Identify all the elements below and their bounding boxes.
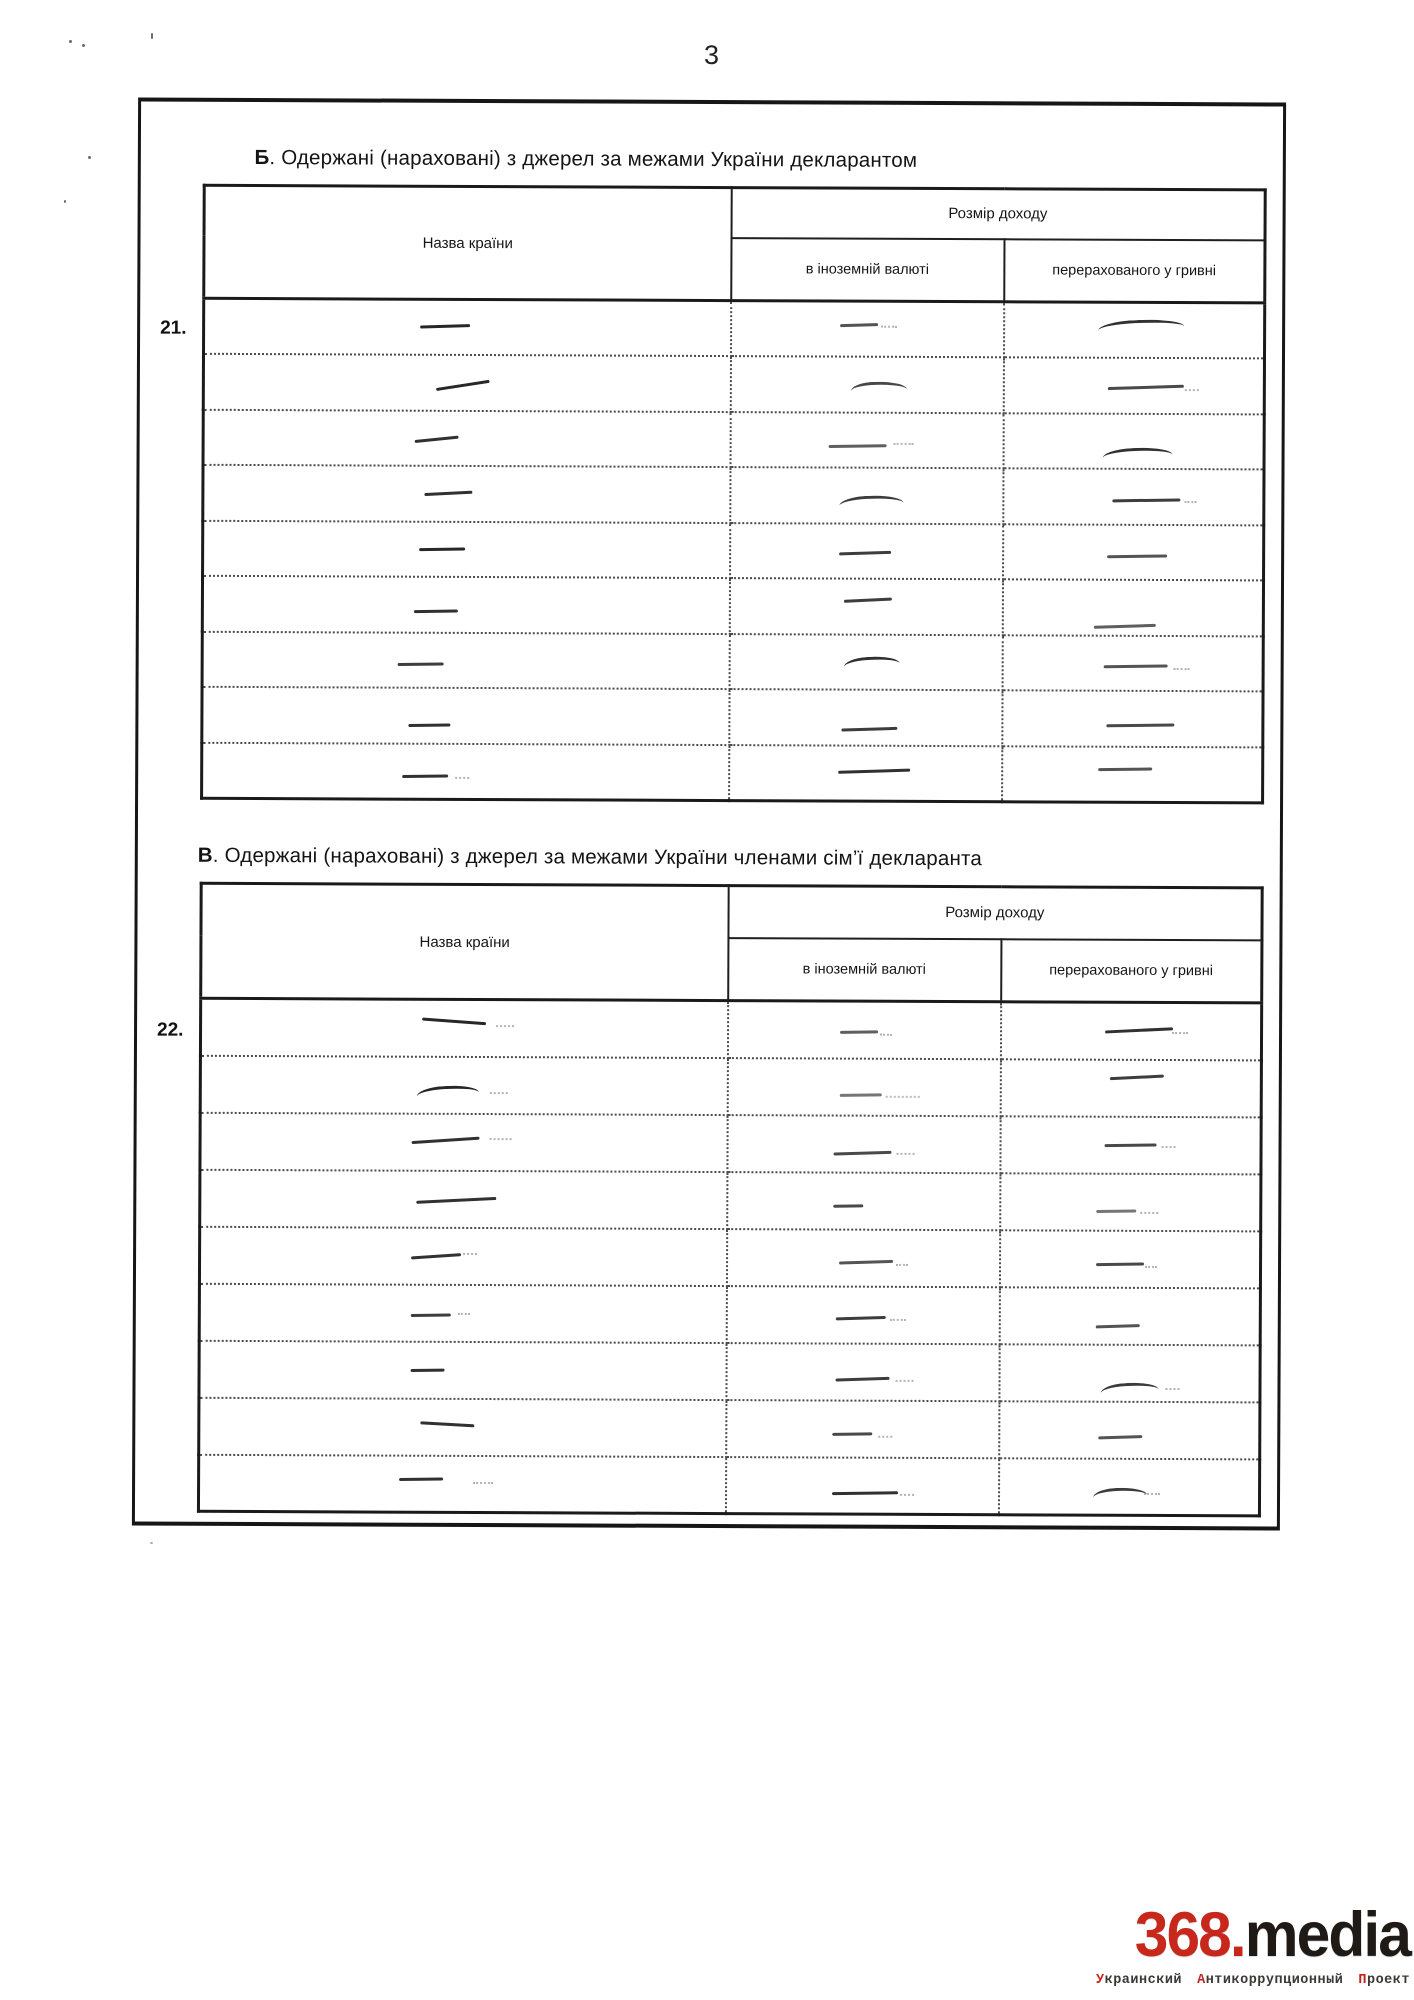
column-header-foreign-currency: в іноземній валюті bbox=[728, 938, 1001, 1002]
ink-mark bbox=[414, 436, 458, 444]
column-header-converted-uah: перерахованого у гривні bbox=[1001, 939, 1262, 1003]
ink-mark bbox=[1098, 767, 1152, 771]
ink-mark bbox=[829, 444, 887, 448]
ink-mark bbox=[895, 1380, 913, 1382]
country-cell bbox=[199, 1283, 726, 1342]
country-cell bbox=[203, 520, 730, 578]
converted-uah-cell bbox=[1003, 524, 1264, 581]
table-row bbox=[203, 520, 1264, 580]
ink-mark bbox=[900, 1494, 914, 1496]
ink-mark bbox=[1161, 1146, 1175, 1148]
converted-uah-cell bbox=[1003, 468, 1264, 525]
ink-mark bbox=[834, 1150, 892, 1155]
country-cell bbox=[200, 1169, 727, 1228]
ink-mark bbox=[1092, 1486, 1147, 1501]
foreign-currency-cell bbox=[730, 467, 1003, 524]
ink-mark bbox=[1165, 1388, 1179, 1390]
foreign-currency-cell bbox=[727, 1001, 1000, 1059]
foreign-currency-cell bbox=[730, 356, 1003, 413]
tagline-rest: краинский bbox=[1104, 1973, 1183, 1989]
table-row bbox=[200, 1055, 1261, 1117]
country-cell bbox=[199, 1397, 726, 1456]
ink-mark bbox=[840, 1031, 878, 1035]
foreign-currency-cell bbox=[729, 578, 1002, 635]
368-media-wordmark bbox=[1093, 1902, 1410, 1968]
ink-mark bbox=[850, 381, 906, 395]
section-title bbox=[197, 843, 983, 871]
tagline-rest: роект bbox=[1366, 1973, 1410, 1989]
ink-mark bbox=[1097, 318, 1183, 334]
income-table-v bbox=[197, 882, 1264, 1518]
foreign-currency-cell bbox=[725, 1457, 998, 1515]
ink-mark bbox=[839, 1093, 881, 1097]
country-cell bbox=[202, 631, 729, 689]
item-number: 21. bbox=[160, 317, 187, 339]
ink-mark bbox=[410, 1368, 444, 1372]
column-header-country: Назва країни bbox=[201, 883, 728, 1000]
tagline-initial: У bbox=[1096, 1973, 1105, 1989]
foreign-currency-cell bbox=[730, 523, 1003, 580]
ink-mark bbox=[1108, 384, 1184, 390]
ink-mark bbox=[490, 1138, 512, 1140]
converted-uah-cell bbox=[1003, 302, 1264, 359]
brand-number: 368 bbox=[1134, 1900, 1230, 1970]
tagline-word bbox=[1096, 1973, 1182, 1988]
converted-uah-cell bbox=[999, 1401, 1260, 1459]
converted-uah-cell bbox=[1002, 746, 1263, 803]
table-row bbox=[202, 742, 1263, 802]
section-letter: В bbox=[197, 843, 213, 867]
foreign-currency-cell bbox=[729, 689, 1002, 746]
converted-uah-cell bbox=[1000, 1173, 1261, 1231]
section-b-foreign-income-declarant bbox=[141, 102, 1283, 339]
ink-mark bbox=[832, 1492, 898, 1496]
converted-uah-cell bbox=[999, 1230, 1260, 1288]
section-title bbox=[201, 146, 971, 173]
logo-tagline bbox=[1096, 1973, 1410, 1988]
table-row bbox=[202, 631, 1263, 691]
ink-mark bbox=[1185, 389, 1199, 391]
table-row bbox=[203, 409, 1264, 469]
country-cell bbox=[198, 1454, 725, 1513]
ink-mark bbox=[896, 1263, 908, 1265]
ink-mark bbox=[1096, 1263, 1144, 1267]
column-header-income-size: Розмір доходу bbox=[728, 886, 1262, 940]
table-row bbox=[202, 687, 1263, 747]
ink-mark bbox=[1104, 665, 1168, 669]
tagline-word bbox=[1197, 1973, 1343, 1988]
section-title-text: . Одержані (нараховані) з джерел за межами України декларантом bbox=[269, 146, 918, 172]
ink-mark bbox=[458, 1313, 470, 1315]
foreign-currency-cell bbox=[727, 1172, 1000, 1230]
table-row bbox=[200, 1169, 1261, 1231]
scan-artifact bbox=[150, 1542, 153, 1544]
country-cell bbox=[202, 576, 729, 634]
ink-mark bbox=[844, 598, 892, 603]
ink-mark bbox=[402, 775, 448, 779]
country-cell bbox=[202, 742, 729, 800]
ink-mark bbox=[421, 1421, 475, 1427]
ink-mark bbox=[832, 1433, 872, 1437]
ink-mark bbox=[1098, 1435, 1142, 1440]
table-row bbox=[199, 1283, 1260, 1345]
converted-uah-cell bbox=[1000, 1116, 1261, 1174]
ink-mark bbox=[894, 443, 914, 445]
ink-mark bbox=[839, 1260, 893, 1265]
ink-mark bbox=[436, 380, 490, 391]
ink-mark bbox=[879, 1435, 893, 1437]
converted-uah-cell bbox=[998, 1458, 1259, 1516]
ink-mark bbox=[833, 1205, 863, 1209]
ink-mark bbox=[398, 663, 444, 667]
ink-mark bbox=[411, 1137, 479, 1145]
tagline-initial: П bbox=[1358, 1973, 1367, 1989]
table-row bbox=[198, 1454, 1259, 1516]
foreign-currency-cell bbox=[726, 1286, 999, 1344]
ink-mark bbox=[838, 769, 910, 774]
foreign-currency-cell bbox=[730, 412, 1003, 469]
ink-mark bbox=[1096, 1209, 1136, 1213]
ink-mark bbox=[1112, 498, 1180, 502]
ink-mark bbox=[490, 1092, 508, 1094]
column-header-income-size: Розмір доходу bbox=[731, 188, 1265, 240]
foreign-currency-cell bbox=[726, 1343, 999, 1401]
converted-uah-cell bbox=[1002, 635, 1263, 692]
table-row bbox=[199, 1397, 1260, 1459]
ink-mark bbox=[896, 1153, 914, 1155]
brand-name: media bbox=[1244, 1900, 1410, 1970]
ink-mark bbox=[840, 323, 878, 327]
tagline-rest: нтикоррупционный bbox=[1205, 1973, 1344, 1989]
foreign-currency-cell bbox=[729, 745, 1002, 802]
table-row bbox=[203, 465, 1264, 525]
ink-mark bbox=[473, 1482, 493, 1484]
ink-mark bbox=[463, 1253, 477, 1255]
table-row bbox=[200, 1112, 1261, 1174]
ink-mark bbox=[1185, 501, 1197, 503]
ink-mark bbox=[880, 1033, 892, 1035]
scan-artifact bbox=[88, 156, 91, 159]
country-cell bbox=[204, 298, 731, 356]
ink-mark bbox=[419, 548, 465, 552]
ink-mark bbox=[1110, 1074, 1164, 1080]
converted-uah-cell bbox=[999, 1344, 1260, 1402]
foreign-currency-cell bbox=[730, 301, 1003, 358]
ink-mark bbox=[1105, 1027, 1173, 1033]
ink-mark bbox=[836, 1316, 886, 1321]
income-table-b bbox=[200, 184, 1267, 804]
ink-mark bbox=[1145, 1266, 1157, 1268]
table-wrapper bbox=[157, 882, 1264, 1518]
ink-mark bbox=[408, 724, 450, 728]
ink-mark bbox=[1174, 668, 1190, 670]
ink-mark bbox=[1140, 1212, 1158, 1214]
ink-mark bbox=[414, 610, 458, 614]
country-cell bbox=[202, 687, 729, 745]
ink-mark bbox=[399, 1478, 443, 1482]
country-cell bbox=[200, 1055, 727, 1114]
tagline-initial: А bbox=[1197, 1973, 1206, 1989]
column-header-converted-uah: перерахованого у гривні bbox=[1004, 239, 1265, 303]
form-border-frame bbox=[132, 98, 1286, 1531]
converted-uah-cell bbox=[1003, 357, 1264, 414]
ink-mark bbox=[416, 1197, 496, 1204]
section-letter: Б bbox=[254, 146, 270, 170]
ink-mark bbox=[841, 727, 897, 732]
country-cell bbox=[200, 998, 727, 1057]
country-cell bbox=[203, 409, 730, 467]
ink-mark bbox=[455, 777, 469, 779]
foreign-currency-cell bbox=[729, 634, 1002, 691]
ink-mark bbox=[1100, 1381, 1159, 1397]
table-row bbox=[204, 298, 1265, 358]
converted-uah-cell bbox=[1000, 1059, 1261, 1117]
converted-uah-cell bbox=[1003, 413, 1264, 470]
ink-mark bbox=[844, 655, 901, 671]
ink-mark bbox=[839, 494, 904, 509]
table-wrapper bbox=[160, 184, 1267, 804]
ink-mark bbox=[839, 551, 891, 556]
ink-mark bbox=[835, 1376, 889, 1381]
column-header-foreign-currency: в іноземній валюті bbox=[731, 238, 1004, 302]
item-number: 22. bbox=[157, 1019, 184, 1041]
converted-uah-cell bbox=[1000, 1002, 1261, 1060]
ink-mark bbox=[496, 1025, 514, 1027]
country-cell bbox=[199, 1340, 726, 1399]
scan-artifact bbox=[64, 200, 66, 203]
foreign-currency-cell bbox=[727, 1115, 1000, 1173]
ink-mark bbox=[425, 490, 473, 495]
ink-mark bbox=[885, 1096, 919, 1098]
ink-mark bbox=[1107, 555, 1167, 559]
table-row bbox=[199, 1226, 1260, 1288]
brand-dot: . bbox=[1229, 1900, 1245, 1970]
scan-artifact bbox=[151, 33, 153, 39]
converted-uah-cell bbox=[1002, 690, 1263, 747]
ink-mark bbox=[890, 1319, 906, 1321]
converted-uah-cell bbox=[1002, 579, 1263, 636]
foreign-currency-cell bbox=[727, 1058, 1000, 1116]
section-title-text: . Одержані (нараховані) з джерел за межами України членами сім’ї декларанта bbox=[212, 843, 983, 871]
ink-mark bbox=[1106, 724, 1174, 728]
ink-mark bbox=[422, 1018, 486, 1026]
table-row bbox=[200, 998, 1261, 1060]
ink-mark bbox=[1094, 624, 1156, 629]
tagline-word bbox=[1358, 1973, 1410, 1988]
scan-artifact bbox=[69, 40, 72, 43]
ink-mark bbox=[1096, 1324, 1140, 1329]
scan-artifact bbox=[82, 44, 85, 47]
ink-mark bbox=[411, 1314, 451, 1318]
ink-mark bbox=[411, 1253, 461, 1259]
converted-uah-cell bbox=[999, 1287, 1260, 1345]
foreign-currency-cell bbox=[726, 1229, 999, 1287]
table-row bbox=[199, 1340, 1260, 1402]
368-media-logo bbox=[1080, 1902, 1410, 1988]
ink-mark bbox=[1172, 1032, 1188, 1034]
column-header-country: Назва країни bbox=[204, 185, 731, 300]
page-number: 3 bbox=[704, 40, 720, 70]
table-row bbox=[203, 354, 1264, 414]
country-cell bbox=[203, 354, 730, 412]
ink-mark bbox=[416, 1084, 479, 1100]
ink-mark bbox=[420, 324, 470, 329]
table-row bbox=[202, 576, 1263, 636]
ink-mark bbox=[1104, 1143, 1156, 1147]
country-cell bbox=[200, 1112, 727, 1171]
ink-mark bbox=[881, 326, 897, 328]
country-cell bbox=[203, 465, 730, 523]
ink-mark bbox=[1144, 1493, 1160, 1495]
foreign-currency-cell bbox=[726, 1400, 999, 1458]
ink-mark bbox=[1102, 446, 1172, 461]
country-cell bbox=[199, 1226, 726, 1285]
